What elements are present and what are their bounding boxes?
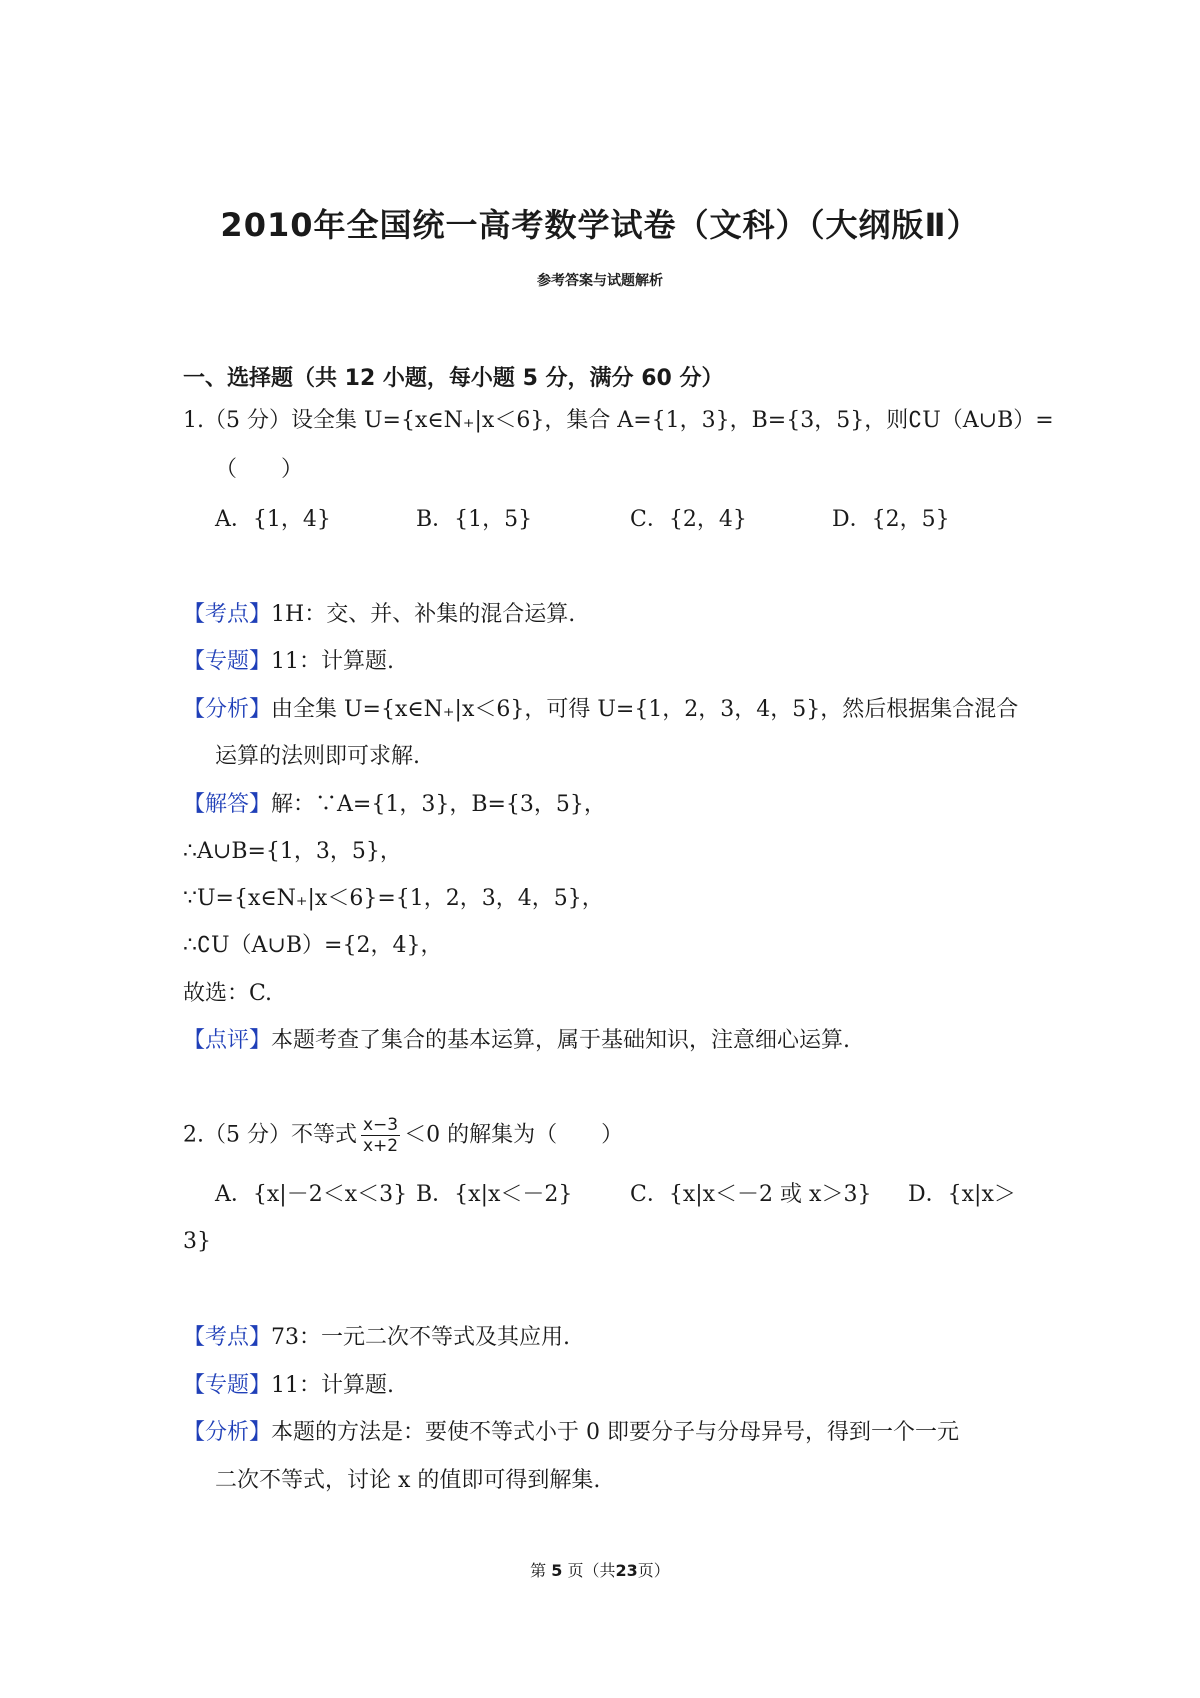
dianping-tag: 【点评】 <box>183 1028 272 1053</box>
q1-jieda-line3: ∵U={x∈N₊|x＜6}={1，2，3，4，5}， <box>183 886 604 911</box>
q1-fenxi <box>183 695 1018 725</box>
q1-stem-line2: （ ） <box>215 457 304 482</box>
q2-fraction <box>361 1115 400 1156</box>
q2-option-c: C．{x|x＜－2 或 x＞3} <box>630 1182 872 1207</box>
q1-option-d: D．{2，5} <box>832 507 950 532</box>
q1-dianping <box>183 1026 850 1056</box>
page-subtitle: 参考答案与试题解析 <box>537 273 663 289</box>
q2-stem-prefix: 2.（5 分）不等式 <box>183 1122 357 1148</box>
zhuanti-text: 11：计算题. <box>271 1373 395 1398</box>
q2-stem-suffix: ＜0 的解集为（ ） <box>404 1122 624 1148</box>
q1-fenxi-line2: 运算的法则即可求解. <box>215 744 420 769</box>
kaodian-text: 73：一元二次不等式及其应用. <box>271 1325 571 1350</box>
q1-jieda-line5: 故选：C. <box>183 981 273 1006</box>
footer-page-number: 5 <box>551 1561 563 1580</box>
zhuanti-text: 11：计算题. <box>271 649 395 674</box>
fenxi-text: 由全集 U={x∈N₊|x＜6}，可得 U={1，2，3，4，5}，然后根据集合混合 <box>271 697 1019 722</box>
page-title: 2010年全国统一高考数学试卷（文科）（大纲版Ⅱ） <box>220 206 980 244</box>
q2-option-b: B．{x|x＜－2} <box>416 1182 573 1207</box>
q2-option-a: A．{x|－2＜x＜3} <box>215 1182 408 1207</box>
footer-prefix: 第 <box>530 1561 547 1580</box>
jieda-tag: 【解答】 <box>183 792 272 817</box>
footer-middle: 页（共 <box>567 1561 616 1580</box>
q1-option-c: C．{2，4} <box>630 507 747 532</box>
q1-kaodian <box>183 600 575 630</box>
q2-fenxi <box>183 1418 959 1448</box>
q1-option-b: B．{1，5} <box>416 507 533 532</box>
q2-stem <box>183 1115 623 1156</box>
q2-option-d: D．{x|x＞ <box>908 1182 1016 1207</box>
fenxi-tag: 【分析】 <box>183 1420 272 1445</box>
zhuanti-tag: 【专题】 <box>183 649 272 674</box>
q1-stem-line1: 1.（5 分）设全集 U={x∈N₊|x＜6}，集合 A={1，3}，B={3，5}，则∁U（A∪B）= <box>183 408 1054 433</box>
footer-suffix: 页） <box>637 1561 670 1580</box>
kaodian-tag: 【考点】 <box>183 1325 272 1350</box>
zhuanti-tag: 【专题】 <box>183 1373 272 1398</box>
jieda-text: 解：∵A={1，3}，B={3，5}， <box>271 792 606 817</box>
q1-option-a: A．{1，4} <box>215 507 331 532</box>
q1-jieda-line4: ∴∁U（A∪B）={2，4}， <box>183 933 443 958</box>
fraction-numerator: x−3 <box>362 1115 399 1135</box>
q2-fenxi-line2: 二次不等式，讨论 x 的值即可得到解集. <box>215 1468 601 1493</box>
q1-zhuanti <box>183 647 394 677</box>
fenxi-text: 本题的方法是：要使不等式小于 0 即要分子与分母异号，得到一个一元 <box>271 1420 960 1445</box>
page-footer <box>0 1558 1200 1581</box>
q1-jieda-line2: ∴A∪B={1，3，5}， <box>183 839 402 864</box>
fraction-denominator: x+2 <box>362 1136 399 1156</box>
fenxi-tag: 【分析】 <box>183 697 272 722</box>
footer-total-pages: 23 <box>615 1561 638 1580</box>
section-heading: 一、选择题（共 12 小题，每小题 5 分，满分 60 分） <box>183 366 724 391</box>
kaodian-text: 1H：交、并、补集的混合运算. <box>271 602 576 627</box>
q2-kaodian <box>183 1323 570 1353</box>
q2-option-d-wrap: 3} <box>183 1229 211 1254</box>
dianping-text: 本题考查了集合的基本运算，属于基础知识，注意细心运算. <box>271 1028 851 1053</box>
kaodian-tag: 【考点】 <box>183 602 272 627</box>
q1-jieda <box>183 790 606 820</box>
q2-zhuanti <box>183 1371 394 1401</box>
